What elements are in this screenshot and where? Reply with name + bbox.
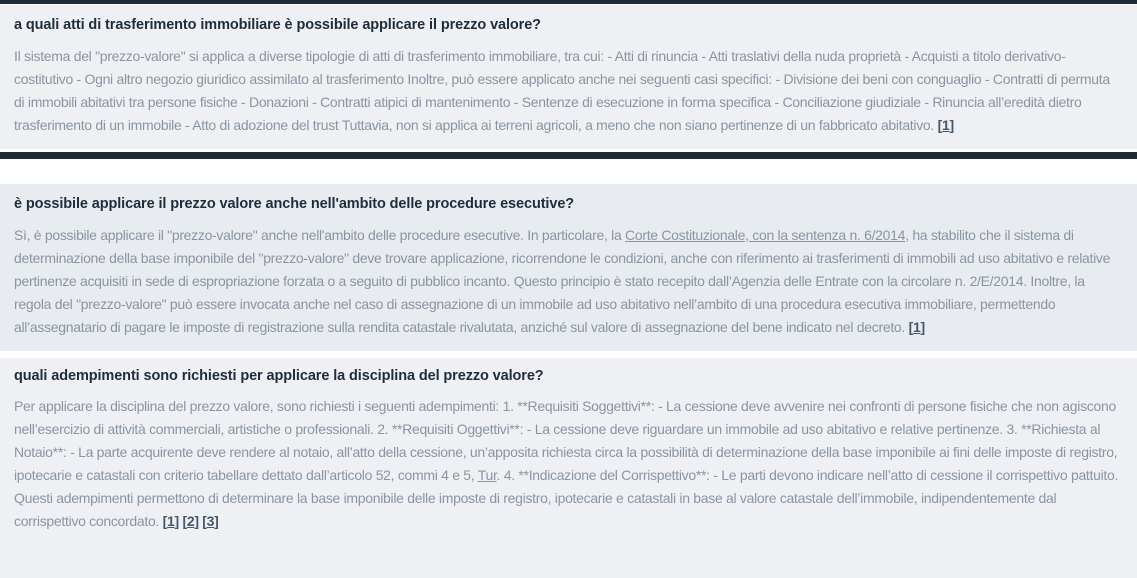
- top-accent-bar: [0, 0, 1137, 4]
- citation-link[interactable]: [2]: [182, 513, 199, 529]
- faq-question-3: quali adempimenti sono richiesti per applicare la disciplina del prezzo valore?: [14, 368, 544, 384]
- faq-question-2: è possibile applicare il prezzo valore anche nell'ambito delle procedure esecutive?: [14, 196, 575, 212]
- inline-link[interactable]: Corte Costituzionale, con la sentenza n. 6/2014: [625, 227, 906, 243]
- faq-item-1: [0, 5, 1137, 149]
- citation-link[interactable]: [3]: [202, 513, 219, 529]
- citation-link[interactable]: [1]: [937, 117, 954, 133]
- citation-link[interactable]: [1]: [908, 319, 925, 335]
- faq-question-1: a quali atti di trasferimento immobiliare è possibile applicare il prezzo valore?: [14, 17, 541, 33]
- inline-link[interactable]: Tur: [477, 467, 497, 483]
- faq-answer-1: Il sistema del "prezzo-valore" si applica a diverse tipologie di atti di trasferimento immobiliare, tra cui: - Atti di rinuncia - Atti traslativi della nuda proprietà - Acquisti a titolo derivativo-costitutivo - Ogni altro negozio giuridico assimilato al trasferimento Inoltre, può essere applicato anche nei seguenti casi specifici: - Divisione dei beni con conguaglio - Contratti di permuta di immobili abitativi tra persone fisiche - Donazioni - Contratti atipici di mantenimento - Sentenze di esecuzione in forma specifica - Conciliazione giudiziale - Rinuncia all’eredità dietro trasferimento di un immobile - Atto di adozione del trust Tuttavia, non si applica ai terreni agricoli, a meno che non siano pertinenze di un fabbricato abitativo. [1]: [14, 48, 1110, 133]
- faq-answer-2: Sì, è possibile applicare il "prezzo-valore" anche nell'ambito delle procedure esecutive. In particolare, la Corte Costituzionale, con la sentenza n. 6/2014, ha stabilito che il sistema di determinazione della base imponibile del "prezzo-valore" deve trovare applicazione, ricorrendone le condizioni, anche con riferimento ai trasferimenti di immobili ad uso abitativo e relative pertinenze acquisiti in sede di espropriazione forzata o a seguito di pubblico incanto. Questo principio è stato recepito dall’Agenzia delle Entrate con la circolare n. 2/E/2014. Inoltre, la regola del "prezzo-valore" può essere invocata anche nel caso di assegnazione di un immobile ad uso abitativo nell’ambito di una procedura esecutiva immobiliare, permettendo all’assegnatario di pagare le imposte di registrazione sulla rendita catastale rivalutata, anziché sul valore di assegnazione del bene indicato nel decreto. [1]: [14, 227, 1111, 335]
- faq-item-3: [0, 358, 1137, 578]
- citation-link[interactable]: [1]: [162, 513, 179, 529]
- separator-bar: [0, 152, 1137, 159]
- faq-item-2: [0, 184, 1137, 351]
- faq-answer-3: Per applicare la disciplina del prezzo valore, sono richiesti i seguenti adempimenti: 1. **Requisiti Soggettivi**: - La cessione deve avvenire nei confronti di persone fisiche che non agiscono nell’esercizio di attività commerciali, artistiche o professionali. 2. **Requisiti Oggettivi**: - La cessione deve riguardare un immobile ad uso abitativo e relative pertinenze. 3. **Richiesta al Notaio**: - La parte acquirente deve rendere al notaio, all’atto della cessione, un’apposita richiesta circa la possibilità di determinazione della base imponibile ai fini delle imposte di registro, ipotecarie e catastali con criterio tabellare dettato dall’articolo 52, commi 4 e 5, Tur. 4. **Indicazione del Corrispettivo**: - Le parti devono indicare nell’atto di cessione il corrispettivo pattuito. Questi adempimenti permettono di determinare la base imponibile delle imposte di registro, ipotecarie e catastali in base al valore catastale dell’immobile, indipendentemente dal corrispettivo concordato. [1] [2] [3]: [14, 398, 1119, 529]
